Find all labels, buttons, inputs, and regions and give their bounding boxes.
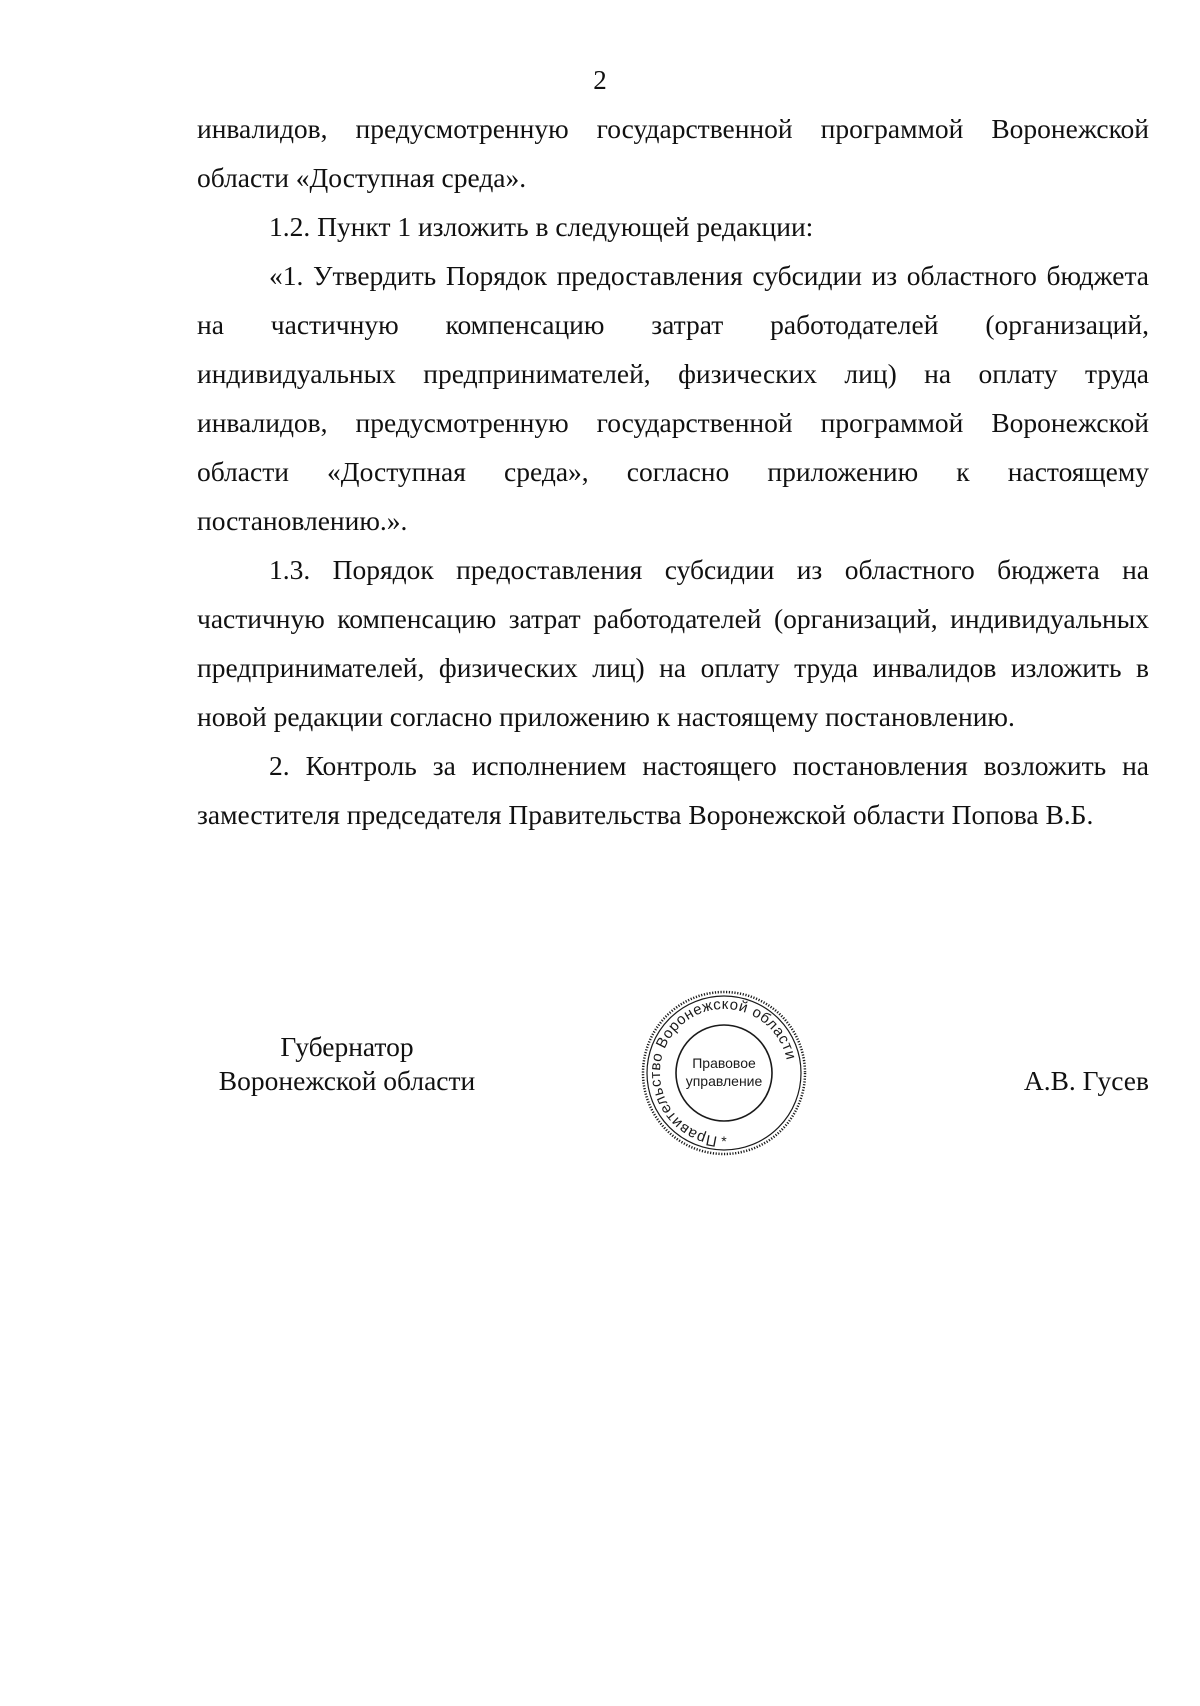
paragraph-2: 2. Контроль за исполнением настоящего постановления возложить на заместителя председателя Правительства Воронежской области Попова В.Б. bbox=[197, 750, 1149, 830]
signatory-title bbox=[197, 1030, 497, 1098]
seal-inner-line-1: Правовое bbox=[692, 1055, 756, 1071]
document-body bbox=[197, 104, 1149, 839]
official-seal bbox=[639, 988, 809, 1158]
seal-outer-text: Правительство Воронежской области bbox=[646, 995, 800, 1150]
seal-inner-line-2: управление bbox=[685, 1073, 763, 1089]
paragraph-1-2: 1.2. Пункт 1 изложить в следующей редакции: bbox=[269, 211, 814, 242]
paragraph-quoted-item-1: «1. Утвердить Порядок предоставления субсидии из областного бюджета на частичную компенсацию затрат работодателей (организаций, индивидуальных предпринимателей, физических лиц) на оплату труда инвалидов, предусмотренную государственной программой Воронежской области «Доступная среда», согласно приложению к настоящему постановлению.». bbox=[197, 260, 1149, 536]
paragraph-continuation: инвалидов, предусмотренную государственной программой Воронежской области «Доступная среда». bbox=[197, 113, 1149, 193]
page-number: 2 bbox=[593, 65, 607, 95]
signatory-title-line-2: Воронежской области bbox=[218, 1065, 476, 1096]
signatory-name: А.В. Гусев bbox=[1023, 1065, 1149, 1096]
seal-star: * bbox=[721, 1133, 727, 1149]
signatory-title-line-1: Губернатор bbox=[280, 1031, 414, 1062]
signature-block bbox=[197, 995, 1149, 1160]
paragraph-1-3: 1.3. Порядок предоставления субсидии из областного бюджета на частичную компенсацию затрат работодателей (организаций, индивидуальных предпринимателей, физических лиц) на оплату труда инвалидов изложить в новой редакции согласно приложению к настоящему постановлению. bbox=[197, 554, 1149, 732]
